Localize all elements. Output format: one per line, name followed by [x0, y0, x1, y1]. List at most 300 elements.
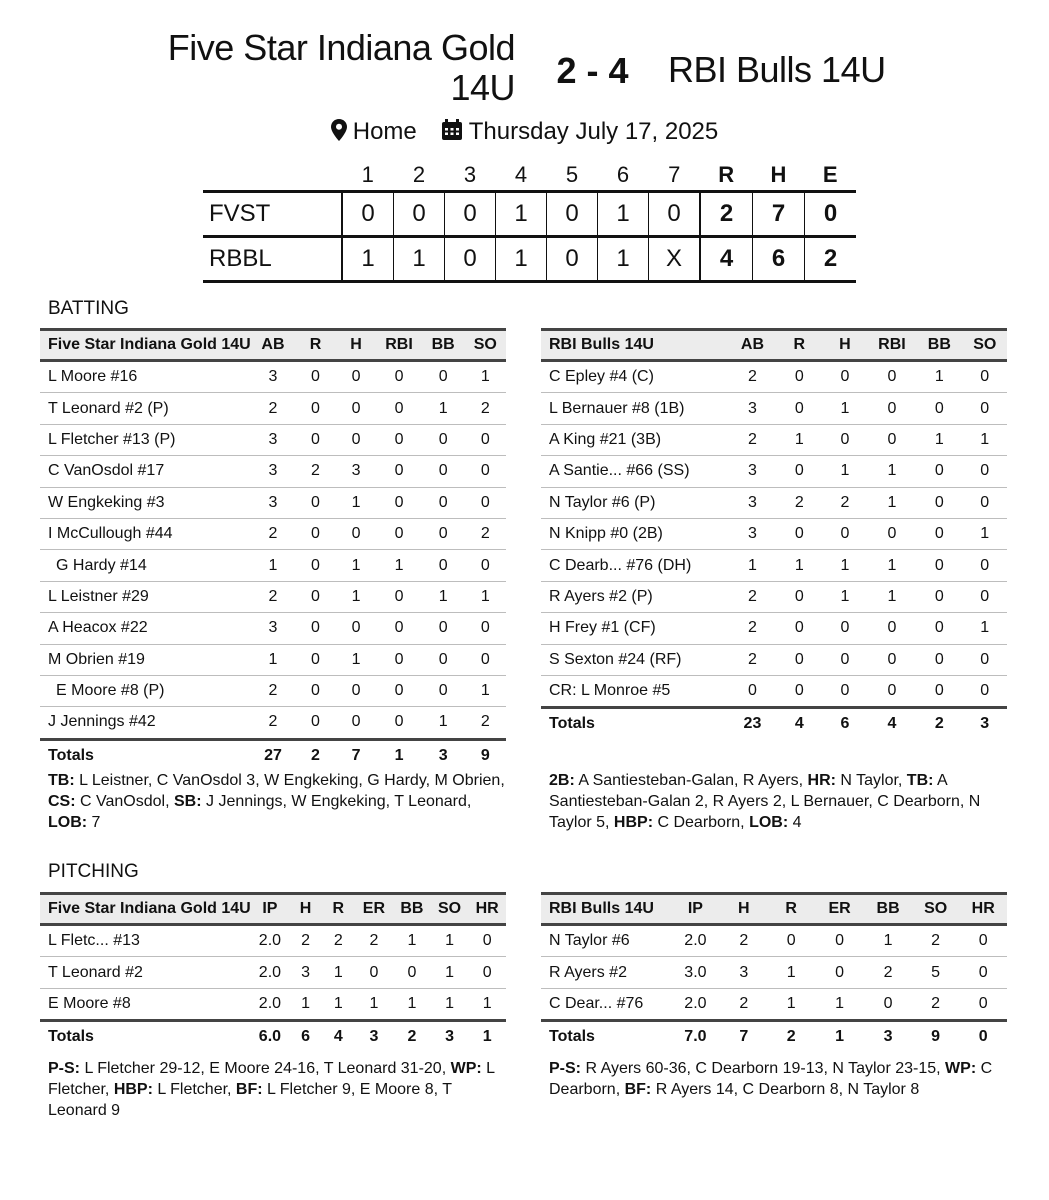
player-name: L Fletc... #13 — [40, 925, 251, 957]
note-label: WP: — [945, 1060, 977, 1077]
line-score-total: 2 — [823, 245, 838, 272]
inning-score: 1 — [496, 237, 547, 282]
stat-cell: 3 — [728, 487, 776, 518]
stat-cell: 1 — [407, 994, 417, 1012]
stat-column-header: RBI — [376, 330, 421, 361]
total-cell: 27 — [251, 739, 296, 771]
stat-cell: 0 — [422, 518, 465, 549]
inning-score: 0 — [342, 192, 394, 237]
stat-cell: 1 — [868, 550, 917, 581]
stat-cell: 0 — [959, 957, 1007, 988]
stat-cell: 0 — [777, 613, 823, 644]
stat-cell: 0 — [295, 393, 336, 424]
stats-header-row — [40, 330, 506, 361]
stat-column-header: SO — [465, 330, 506, 361]
stat-cell: 0 — [963, 550, 1008, 581]
note-label: LOB: — [48, 814, 88, 831]
stat-cell: 2 — [480, 713, 490, 731]
player-name: A Santie... #66 (SS) — [541, 456, 728, 487]
inning-score: 0 — [445, 192, 496, 237]
stat-cell: 0 — [822, 613, 868, 644]
stat-cell: 1 — [465, 361, 506, 393]
total-cell: 4 — [777, 708, 823, 740]
player-name: J Jennings #42 — [48, 713, 156, 731]
note-label: TB: — [48, 772, 75, 789]
stat-cell: 1 — [322, 957, 355, 988]
note-label: SB: — [173, 793, 202, 810]
stat-cell: 3.0 — [671, 957, 720, 988]
stat-cell: 0 — [336, 518, 377, 549]
stat-cell: 0 — [422, 675, 465, 706]
stat-cell: 3 — [251, 361, 296, 393]
player-row — [40, 487, 506, 518]
stat-cell: 0 — [840, 682, 850, 700]
player-row — [541, 613, 1007, 644]
stat-cell: 2 — [251, 393, 296, 424]
stat-cell: 0 — [963, 644, 1008, 675]
total-cell: 3 — [355, 1021, 393, 1053]
total-cell: 9 — [465, 739, 506, 771]
line-score — [203, 160, 856, 283]
pitching-notes-home — [549, 1058, 1009, 1100]
stat-cell: 0 — [376, 393, 421, 424]
player-name: N Taylor #6 — [541, 925, 671, 957]
stat-cell: 1 — [786, 994, 796, 1012]
stat-cell: 0 — [777, 644, 823, 675]
stat-cell: 0 — [465, 550, 506, 581]
stat-cell: 0 — [465, 456, 506, 487]
stat-cell: 0 — [393, 957, 431, 988]
total-cell: 6 — [289, 1021, 322, 1053]
player-row — [40, 456, 506, 487]
stat-cell: 3 — [336, 456, 377, 487]
stat-cell: 0 — [376, 456, 421, 487]
game-location: Home — [352, 118, 417, 145]
stat-cell: 1 — [333, 994, 343, 1012]
total-cell: 0 — [959, 1021, 1007, 1053]
stats-header-row — [541, 330, 1007, 361]
player-row — [40, 550, 506, 581]
stats-header-row — [40, 894, 506, 925]
note-text: L Fletcher 29-12, E Moore 24-16, T Leonard 31-20, — [80, 1060, 451, 1077]
player-row — [541, 957, 1007, 988]
stat-column-header: BB — [422, 330, 465, 361]
total-cell: 2 — [916, 708, 962, 740]
note-label: 2B: — [549, 772, 575, 789]
stat-cell: 2.0 — [258, 994, 282, 1012]
line-score-row — [203, 192, 856, 237]
stat-cell: 1 — [963, 613, 1008, 644]
player-row — [40, 675, 506, 706]
note-text: 7 — [87, 814, 101, 831]
player-row — [541, 424, 1007, 455]
stat-cell: 0 — [295, 550, 336, 581]
player-name: I McCullough #44 — [40, 518, 251, 549]
stat-cell: 0 — [916, 550, 962, 581]
total-cell: 2 — [295, 739, 336, 771]
stat-column-header: R — [322, 894, 355, 925]
stat-column-header: HR — [468, 894, 506, 925]
player-name: C VanOsdol #17 — [40, 456, 251, 487]
inning-score: 0 — [394, 192, 445, 237]
total-cell: 6.0 — [251, 1021, 289, 1053]
stat-cell: 2 — [465, 518, 506, 549]
stat-cell: 1 — [393, 925, 431, 957]
stat-cell: 0 — [916, 581, 962, 612]
calendar-icon — [441, 119, 463, 148]
stat-cell: 1 — [422, 581, 465, 612]
stat-cell: 0 — [355, 957, 393, 988]
stat-cell: 2 — [728, 581, 776, 612]
line-score-team: RBBL — [203, 237, 342, 282]
inning-score: 1 — [394, 237, 445, 282]
stat-column-header: H — [336, 330, 377, 361]
total-cell: 3 — [963, 708, 1008, 740]
stat-cell: 2 — [251, 675, 296, 706]
stat-cell: 1 — [916, 424, 962, 455]
note-text: C Dearborn, — [653, 814, 750, 831]
stat-cell: 3 — [720, 957, 767, 988]
player-name: L Moore #16 — [40, 361, 251, 393]
player-row — [541, 361, 1007, 393]
stat-cell: 1 — [822, 550, 868, 581]
stat-cell: 2.0 — [251, 957, 289, 988]
stat-cell: 0 — [336, 393, 377, 424]
stat-column-header: R — [777, 330, 823, 361]
stat-cell: 0 — [822, 424, 868, 455]
player-name: L Leistner #29 — [40, 581, 251, 612]
stat-cell: 0 — [295, 361, 336, 393]
stat-cell: 0 — [422, 456, 465, 487]
stat-cell: 1 — [431, 957, 469, 988]
note-text: L Fletcher, — [48, 1060, 495, 1098]
stat-column-header: H — [720, 894, 767, 925]
stat-cell: 1 — [822, 393, 868, 424]
stat-column-header: SO — [963, 330, 1008, 361]
pitching-table-away — [40, 892, 506, 1053]
player-row — [541, 675, 1007, 707]
player-name: N Knipp #0 (2B) — [541, 518, 728, 549]
stat-cell: 2 — [728, 424, 776, 455]
stat-cell: 2 — [777, 487, 823, 518]
stat-cell: 2 — [251, 581, 296, 612]
stat-cell: 1 — [251, 550, 296, 581]
line-score-team: FVST — [203, 192, 342, 237]
stat-cell: 0 — [868, 361, 917, 393]
totals-row — [541, 708, 1007, 740]
player-name: H Frey #1 (CF) — [541, 613, 728, 644]
stat-column-header: ER — [355, 894, 393, 925]
stat-cell: 0 — [916, 613, 962, 644]
stat-column-header: R — [768, 894, 815, 925]
total-cell: 3 — [431, 1021, 469, 1053]
stat-cell: 0 — [376, 613, 421, 644]
stat-cell: 0 — [777, 361, 823, 393]
stat-cell: 0 — [916, 487, 962, 518]
stat-cell: 1 — [768, 957, 815, 988]
player-row — [40, 988, 506, 1020]
note-label: CS: — [48, 793, 76, 810]
stat-cell: 1 — [822, 581, 868, 612]
total-cell: 6 — [822, 708, 868, 740]
total-cell: 3 — [422, 739, 465, 771]
player-name: M Obrien #19 — [40, 644, 251, 675]
note-text: J Jennings, W Engkeking, T Leonard, — [201, 793, 472, 810]
note-text: C VanOsdol, — [75, 793, 174, 810]
stat-cell: 0 — [295, 487, 336, 518]
stat-cell: 1 — [868, 456, 917, 487]
stat-cell: 1 — [864, 925, 912, 957]
player-row — [40, 613, 506, 644]
stat-cell: 0 — [295, 581, 336, 612]
stat-column-header: IP — [251, 894, 289, 925]
stat-cell: 3 — [251, 613, 296, 644]
stat-cell: 0 — [777, 456, 823, 487]
note-label: P-S: — [48, 1060, 80, 1077]
stat-cell: 0 — [963, 581, 1008, 612]
stat-cell: 5 — [912, 957, 960, 988]
stat-column-header: RBI — [868, 330, 917, 361]
total-cell: 1 — [376, 739, 421, 771]
stat-cell: 1 — [431, 925, 469, 957]
stat-cell: 2 — [822, 487, 868, 518]
stat-cell: 2 — [728, 613, 776, 644]
stat-cell: 0 — [777, 518, 823, 549]
total-header: H — [770, 162, 787, 187]
stat-cell: 2 — [289, 925, 322, 957]
player-row — [541, 550, 1007, 581]
player-row — [40, 644, 506, 675]
inning-header: 6 — [616, 162, 630, 187]
player-row — [541, 581, 1007, 612]
line-score-total: 7 — [753, 192, 805, 237]
inning-score: 0 — [445, 237, 496, 282]
stat-cell: 0 — [916, 393, 962, 424]
line-score-total: 2 — [700, 192, 753, 237]
player-name: E Moore #8 (P) — [40, 675, 251, 706]
final-score: 2 - 4 — [556, 50, 629, 91]
stat-cell: 0 — [868, 518, 917, 549]
line-score-total: 6 — [753, 237, 805, 282]
note-label: BF: — [624, 1081, 652, 1098]
stat-cell: 0 — [815, 957, 864, 988]
stat-cell: 0 — [465, 424, 506, 455]
player-row — [541, 925, 1007, 957]
total-cell: 7 — [720, 1021, 767, 1053]
pitching-notes-away — [48, 1058, 508, 1121]
stat-cell: 0 — [422, 644, 465, 675]
stat-cell: 1 — [336, 550, 377, 581]
totals-label: Totals — [541, 1021, 671, 1053]
stat-cell: 3 — [289, 957, 322, 988]
stat-cell: 0 — [868, 393, 917, 424]
player-name: R Ayers #2 (P) — [541, 581, 728, 612]
stat-cell: 2.0 — [251, 925, 289, 957]
stat-cell: 3 — [728, 518, 776, 549]
stat-cell: 1 — [777, 550, 823, 581]
line-score-header — [203, 160, 856, 192]
stat-cell: 0 — [336, 675, 377, 706]
player-name: N Taylor #6 (P) — [541, 487, 728, 518]
player-row — [40, 518, 506, 549]
stat-cell: 0 — [777, 581, 823, 612]
player-name: A Heacox #22 — [40, 613, 251, 644]
stat-cell: 3 — [728, 456, 776, 487]
totals-label: Totals — [40, 739, 251, 771]
stat-cell: 0 — [822, 644, 868, 675]
stat-cell: 0 — [916, 644, 962, 675]
player-row — [541, 518, 1007, 549]
stat-cell: 0 — [465, 644, 506, 675]
stat-cell: 1 — [728, 550, 776, 581]
stat-cell: 0 — [336, 361, 377, 393]
note-label: LOB: — [749, 814, 789, 831]
stat-cell: 2 — [295, 456, 336, 487]
total-cell: 9 — [912, 1021, 960, 1053]
stat-cell: 0 — [468, 957, 506, 988]
pitching-title: PITCHING — [48, 861, 139, 882]
stat-cell: 3 — [251, 424, 296, 455]
stat-cell: 2 — [322, 925, 355, 957]
player-name: S Sexton #24 (RF) — [541, 644, 728, 675]
stat-cell: 0 — [295, 613, 336, 644]
inning-header: 4 — [514, 162, 528, 187]
stat-cell: 0 — [422, 361, 465, 393]
stat-cell: 1 — [336, 644, 377, 675]
note-text: 4 — [788, 814, 802, 831]
player-row — [541, 487, 1007, 518]
inning-header: 3 — [463, 162, 477, 187]
stat-cell: 0 — [868, 613, 917, 644]
total-cell: 1 — [815, 1021, 864, 1053]
team-column-header: Five Star Indiana Gold 14U — [40, 330, 251, 361]
stat-cell: 0 — [336, 424, 377, 455]
total-header: R — [718, 162, 735, 187]
total-cell: 2 — [393, 1021, 431, 1053]
line-score-total: 0 — [823, 200, 838, 227]
stat-cell: 0 — [376, 487, 421, 518]
stat-cell: 3 — [251, 456, 296, 487]
player-name: C Dearb... #76 (DH) — [541, 550, 728, 581]
stat-column-header: AB — [251, 330, 296, 361]
total-cell: 3 — [864, 1021, 912, 1053]
totals-row — [40, 1021, 506, 1053]
inning-score: 1 — [598, 237, 649, 282]
inning-score: 0 — [547, 237, 598, 282]
inning-score: 0 — [649, 192, 701, 237]
stat-cell: 1 — [336, 487, 377, 518]
note-label: HBP: — [613, 814, 654, 831]
stat-cell: 1 — [868, 581, 917, 612]
player-name: R Ayers #2 — [541, 957, 671, 988]
away-team-name: Five Star Indiana Gold 14U — [167, 27, 515, 108]
stat-cell: 0 — [768, 925, 815, 957]
stat-cell: 0 — [883, 994, 893, 1012]
stat-cell: 0 — [963, 361, 1008, 393]
player-row — [40, 957, 506, 988]
stat-cell: 1 — [301, 994, 310, 1012]
stat-cell: 2 — [465, 393, 506, 424]
player-name: A King #21 (3B) — [541, 424, 728, 455]
stat-cell: 0 — [376, 518, 421, 549]
stat-cell: 2 — [268, 713, 278, 731]
stat-cell: 1 — [336, 581, 377, 612]
stat-column-header: SO — [431, 894, 469, 925]
total-cell: 4 — [322, 1021, 355, 1053]
stat-cell: 0 — [351, 713, 361, 731]
stat-cell: 0 — [934, 682, 944, 700]
total-cell: 1 — [468, 1021, 506, 1053]
stat-cell: 1 — [376, 550, 421, 581]
stat-cell: 2 — [728, 361, 776, 393]
inning-score: 1 — [496, 192, 547, 237]
stat-cell: 2 — [720, 925, 767, 957]
stat-cell: 2.0 — [684, 994, 707, 1012]
note-text: L Fletcher 9, E Moore 8, T Leonard 9 — [48, 1081, 452, 1119]
stat-cell: 2.0 — [671, 925, 720, 957]
note-text: R Ayers 14, C Dearborn 8, N Taylor 8 — [651, 1081, 920, 1098]
stat-cell: 0 — [422, 487, 465, 518]
inning-score: 1 — [342, 237, 394, 282]
total-cell: 23 — [728, 708, 776, 740]
stat-cell: 1 — [963, 424, 1008, 455]
stat-cell: 0 — [777, 393, 823, 424]
home-team-name: RBI Bulls 14U — [668, 49, 886, 90]
stat-cell: 0 — [822, 518, 868, 549]
stat-cell: 2 — [728, 644, 776, 675]
stat-cell: 1 — [251, 644, 296, 675]
inning-header: 2 — [412, 162, 426, 187]
pitching-table-home — [541, 892, 1007, 1053]
batting-notes-home — [549, 770, 1009, 833]
player-row — [40, 707, 506, 739]
stat-cell: 2 — [251, 518, 296, 549]
stat-cell: 0 — [422, 424, 465, 455]
stat-column-header: BB — [916, 330, 962, 361]
note-label: TB: — [906, 772, 934, 789]
player-row — [541, 393, 1007, 424]
stat-cell: 1 — [422, 393, 465, 424]
line-score-total: 4 — [700, 237, 753, 282]
inning-header: 1 — [361, 162, 374, 187]
stat-cell: 1 — [822, 456, 868, 487]
stat-cell: 0 — [394, 713, 404, 731]
stat-column-header: SO — [912, 894, 960, 925]
player-name: CR: L Monroe #5 — [549, 682, 671, 700]
stats-header-row — [541, 894, 1007, 925]
note-label: BF: — [235, 1081, 263, 1098]
stat-cell: 1 — [868, 487, 917, 518]
total-cell: 7.0 — [671, 1021, 720, 1053]
note-text: A Santiesteban-Galan 2, R Ayers 2, L Bernauer, C Dearborn, N Taylor 5, — [549, 772, 981, 831]
stat-cell: 0 — [887, 682, 897, 700]
player-row — [541, 644, 1007, 675]
stat-cell: 1 — [438, 713, 448, 731]
team-column-header: RBI Bulls 14U — [541, 330, 728, 361]
totals-label: Totals — [40, 1021, 251, 1053]
stat-cell: 1 — [445, 994, 454, 1012]
location-pin-icon — [331, 119, 347, 148]
note-text: C Dearborn, — [549, 1060, 993, 1098]
stat-cell: 1 — [482, 994, 492, 1012]
inning-header: 5 — [565, 162, 579, 187]
stat-column-header: AB — [728, 330, 776, 361]
player-name: L Bernauer #8 (1B) — [541, 393, 728, 424]
total-cell: 2 — [768, 1021, 815, 1053]
player-name: E Moore #8 — [48, 994, 131, 1012]
player-row — [541, 988, 1007, 1020]
stat-cell: 0 — [295, 518, 336, 549]
